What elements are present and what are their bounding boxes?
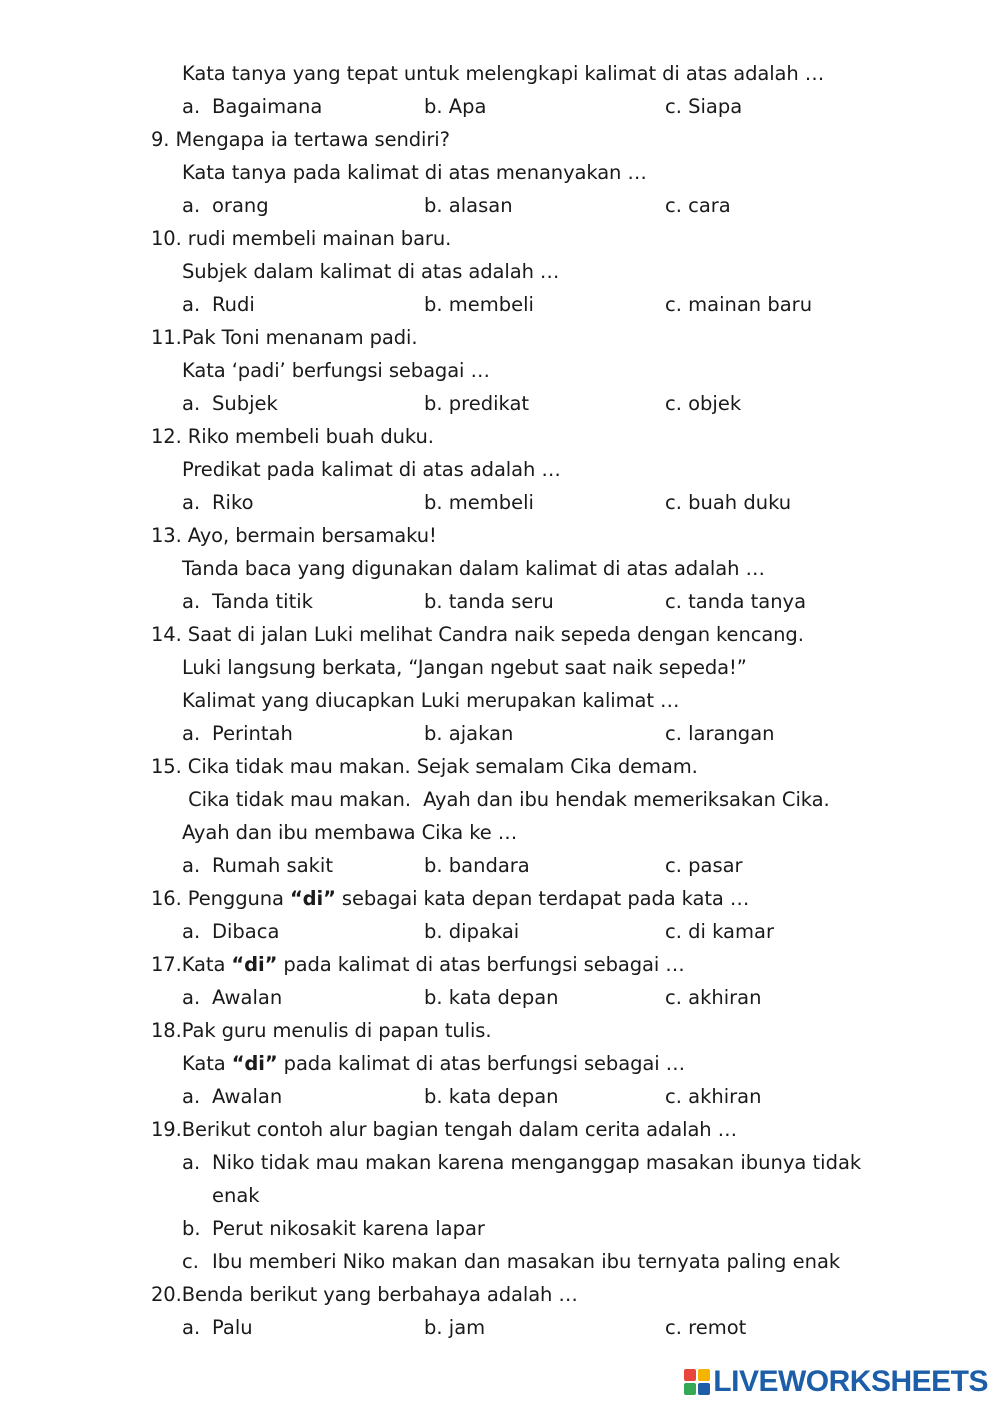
q14-prompt: Kalimat yang diucapkan Luki merupakan kalimat … <box>182 689 680 712</box>
q8-prompt: Kata tanya yang tepat untuk melengkapi kalimat di atas adalah … <box>182 62 825 85</box>
q13-question: 13. Ayo, bermain bersamaku! <box>151 524 437 547</box>
q17-option-c: c. akhiran <box>665 986 762 1009</box>
q10-option-a: Rudi <box>212 293 255 316</box>
q15-option-a-letter: a. <box>182 854 201 877</box>
q12-prompt: Predikat pada kalimat di atas adalah … <box>182 458 561 481</box>
q17-question <box>151 950 685 980</box>
q16-option-c: c. di kamar <box>665 920 774 943</box>
q16-option-b: b. dipakai <box>424 920 520 943</box>
q16-question-post: sebagai kata depan terdapat pada kata … <box>335 887 750 910</box>
q20-option-a-letter: a. <box>182 1316 201 1339</box>
q9-question: 9. Mengapa ia tertawa sendiri? <box>151 128 450 151</box>
q10-option-a-letter: a. <box>182 293 201 316</box>
q9-option-a-letter: a. <box>182 194 201 217</box>
q9-option-a: orang <box>212 194 269 217</box>
q17-question-bold: “di” <box>231 953 278 976</box>
q15-prompt: Ayah dan ibu membawa Cika ke … <box>182 821 518 844</box>
q18-prompt-post: pada kalimat di atas berfungsi sebagai … <box>277 1052 686 1075</box>
q13-option-c: c. tanda tanya <box>665 590 807 613</box>
q14-option-a-letter: a. <box>182 722 201 745</box>
q20-option-a: Palu <box>212 1316 253 1339</box>
q15-option-b: b. bandara <box>424 854 530 877</box>
q18-option-a: Awalan <box>212 1085 283 1108</box>
q14-option-a: Perintah <box>212 722 293 745</box>
q17-option-a-letter: a. <box>182 986 201 1009</box>
q16-question-bold: “di” <box>289 887 336 910</box>
q16-question <box>151 884 749 914</box>
q12-option-a-letter: a. <box>182 491 201 514</box>
q11-option-b: b. predikat <box>424 392 530 415</box>
q14-quote-line: Luki langsung berkata, “Jangan ngebut saat naik sepeda!” <box>182 656 747 679</box>
q20-option-b: b. jam <box>424 1316 486 1339</box>
q18-question: 18.Pak guru menulis di papan tulis. <box>151 1019 492 1042</box>
q11-question: 11.Pak Toni menanam padi. <box>151 326 418 349</box>
q17-option-a: Awalan <box>212 986 283 1009</box>
q8-option-c: c. Siapa <box>665 95 743 118</box>
q10-option-b: b. membeli <box>424 293 534 316</box>
q8-option-b: b. Apa <box>424 95 487 118</box>
q11-option-c: c. objek <box>665 392 742 415</box>
q19-option-b: Perut nikosakit karena lapar <box>212 1217 485 1240</box>
q12-option-a: Riko <box>212 491 254 514</box>
q20-option-c: c. remot <box>665 1316 747 1339</box>
q16-option-a-letter: a. <box>182 920 201 943</box>
q19-option-b-letter: b. <box>182 1217 201 1240</box>
q13-option-a-letter: a. <box>182 590 201 613</box>
q17-question-pre: 17.Kata <box>151 953 232 976</box>
q19-option-a-line1: Niko tidak mau makan karena menganggap masakan ibunya tidak <box>212 1151 862 1174</box>
q16-option-a: Dibaca <box>212 920 280 943</box>
q18-option-a-letter: a. <box>182 1085 201 1108</box>
q13-option-a: Tanda titik <box>212 590 313 613</box>
liveworksheets-logo-text: LIVEWORKSHEETS <box>713 1365 988 1398</box>
q8-option-a: Bagaimana <box>212 95 323 118</box>
q9-option-b: b. alasan <box>424 194 513 217</box>
q18-prompt-pre: Kata <box>182 1052 232 1075</box>
q16-question-pre: 16. Pengguna <box>151 887 290 910</box>
q17-question-post: pada kalimat di atas berfungsi sebagai … <box>277 953 685 976</box>
q8-option-a-letter: a. <box>182 95 201 118</box>
q18-prompt <box>182 1049 685 1079</box>
liveworksheets-logo-icon <box>684 1369 710 1395</box>
q15-question: 15. Cika tidak mau makan. Sejak semalam Cika demam. <box>151 755 698 778</box>
q11-option-a: Subjek <box>212 392 278 415</box>
q13-prompt: Tanda baca yang digunakan dalam kalimat di atas adalah … <box>182 557 765 580</box>
q17-option-b: b. kata depan <box>424 986 559 1009</box>
q14-question: 14. Saat di jalan Luki melihat Candra naik sepeda dengan kencang. <box>151 623 804 646</box>
q9-prompt: Kata tanya pada kalimat di atas menanyakan … <box>182 161 647 184</box>
q11-prompt: Kata ‘padi’ berfungsi sebagai … <box>182 359 490 382</box>
q19-option-a-letter: a. <box>182 1151 201 1174</box>
q10-option-c: c. mainan baru <box>665 293 813 316</box>
liveworksheets-logo[interactable] <box>684 1362 988 1402</box>
q18-prompt-bold: “di” <box>231 1052 278 1075</box>
q19-question: 19.Berikut contoh alur bagian tengah dalam cerita adalah … <box>151 1118 738 1141</box>
q19-option-c: Ibu memberi Niko makan dan masakan ibu ternyata paling enak <box>212 1250 841 1273</box>
q18-option-c: c. akhiran <box>665 1085 762 1108</box>
q14-option-c: c. larangan <box>665 722 775 745</box>
q15-context-line: Cika tidak mau makan. Ayah dan ibu hendak memeriksakan Cika. <box>182 788 830 811</box>
q12-question: 12. Riko membeli buah duku. <box>151 425 434 448</box>
q14-option-b: b. ajakan <box>424 722 514 745</box>
q10-prompt: Subjek dalam kalimat di atas adalah … <box>182 260 560 283</box>
q19-option-c-letter: c. <box>182 1250 199 1273</box>
q15-option-a: Rumah sakit <box>212 854 333 877</box>
q12-option-b: b. membeli <box>424 491 534 514</box>
q18-option-b: b. kata depan <box>424 1085 559 1108</box>
q15-option-c: c. pasar <box>665 854 743 877</box>
q10-question: 10. rudi membeli mainan baru. <box>151 227 452 250</box>
q20-question: 20.Benda berikut yang berbahaya adalah … <box>151 1283 578 1306</box>
q11-option-a-letter: a. <box>182 392 201 415</box>
q13-option-b: b. tanda seru <box>424 590 554 613</box>
q19-option-a-line2: enak <box>212 1184 260 1207</box>
q9-option-c: c. cara <box>665 194 731 217</box>
q12-option-c: c. buah duku <box>665 491 792 514</box>
